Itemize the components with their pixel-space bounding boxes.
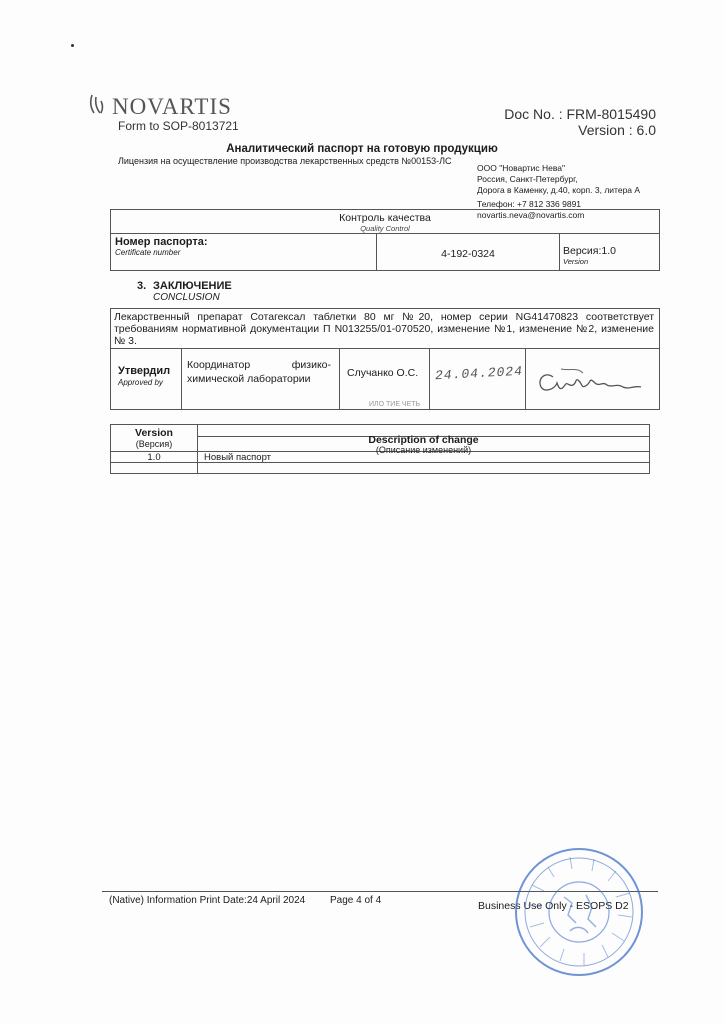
section-title-en: CONCLUSION bbox=[153, 292, 220, 303]
handwritten-date: 24.04.2024 bbox=[434, 363, 524, 384]
address-line: Дорога в Каменку, д.40, корп. 3, литера А bbox=[477, 185, 641, 195]
qc-title-en: Quality Control bbox=[360, 224, 410, 233]
table-row-description: Новый паспорт bbox=[204, 452, 271, 463]
section-title: ЗАКЛЮЧЕНИЕ bbox=[153, 280, 232, 292]
certificate-label-ru: Номер паспорта: bbox=[115, 236, 208, 248]
divider bbox=[525, 349, 526, 409]
table-row-version: 1.0 bbox=[147, 452, 161, 463]
divider bbox=[111, 348, 659, 349]
document-title: Аналитический паспорт на готовую продукцию bbox=[226, 143, 498, 155]
approver-role-line: химической лаборатории bbox=[187, 373, 311, 385]
print-date: (Native) Information Print Date:24 April 2024 bbox=[109, 895, 306, 906]
page-number: Page 4 of 4 bbox=[330, 895, 382, 906]
qc-version bbox=[563, 245, 616, 266]
conclusion-table bbox=[110, 308, 660, 410]
certificate-label-en: Certificate number bbox=[115, 248, 181, 257]
faint-bleed-text: ИЛО ТИЕ ЧЕТЬ bbox=[369, 401, 421, 408]
approver-role-word: Координатор bbox=[187, 359, 251, 371]
qc-table-header bbox=[111, 210, 659, 234]
divider bbox=[339, 349, 340, 409]
approver-name: Случанко О.С. bbox=[347, 367, 419, 379]
qc-version-ru: Версия:1.0 bbox=[563, 245, 616, 257]
company-name: NOVARTIS bbox=[112, 94, 232, 119]
address-line: Россия, Санкт-Петербург, bbox=[477, 174, 578, 184]
document-version: Version : 6.0 bbox=[578, 122, 656, 138]
section-number: 3. bbox=[137, 280, 147, 292]
column-header-description: Description of change bbox=[368, 434, 479, 446]
column-header-description-ru: (Описание изменений) bbox=[375, 445, 472, 455]
version-history-table bbox=[110, 424, 650, 474]
quality-control-table bbox=[110, 209, 660, 271]
column-header-version-ru: (Версия) bbox=[135, 439, 173, 449]
email: novartis.neva@novartis.com bbox=[477, 210, 585, 220]
classification-label: Business Use Only - ESOPS D2 bbox=[478, 900, 629, 912]
company-stamp-icon bbox=[512, 845, 647, 980]
document-number: Doc No. : FRM-8015490 bbox=[504, 106, 656, 122]
qc-title: Контроль качества bbox=[339, 212, 431, 224]
license-text: Лицензия на осуществление производства лекарственных средств №00153-ЛС bbox=[118, 156, 452, 166]
novartis-flame-icon bbox=[88, 93, 106, 115]
conclusion-text: Лекарственный препарат Сотагексал таблетки 80 мг №20, номер серии NG41470823 соответствует требованиям нормативной документации П N013255/01-070520, изменение №1, изменение №2, изменение № 3. bbox=[114, 311, 654, 347]
divider bbox=[181, 349, 182, 409]
certificate-label bbox=[115, 236, 208, 257]
divider bbox=[559, 233, 560, 270]
scan-dot bbox=[71, 44, 74, 47]
column-header-version: Version bbox=[135, 427, 173, 439]
form-reference: Form to SOP-8013721 bbox=[118, 119, 239, 133]
address-line: ООО "Новартис Нева" bbox=[477, 163, 566, 173]
certificate-number: 4-192-0324 bbox=[441, 248, 495, 260]
approver-role-word: физико- bbox=[291, 359, 331, 371]
divider bbox=[429, 349, 430, 409]
approved-label: Утвердил bbox=[118, 365, 171, 377]
qc-version-en: Version bbox=[563, 257, 589, 266]
phone: Телефон: +7 812 336 9891 bbox=[477, 199, 582, 209]
approved-label-en: Approved by bbox=[118, 378, 163, 387]
signature-image bbox=[531, 357, 651, 402]
